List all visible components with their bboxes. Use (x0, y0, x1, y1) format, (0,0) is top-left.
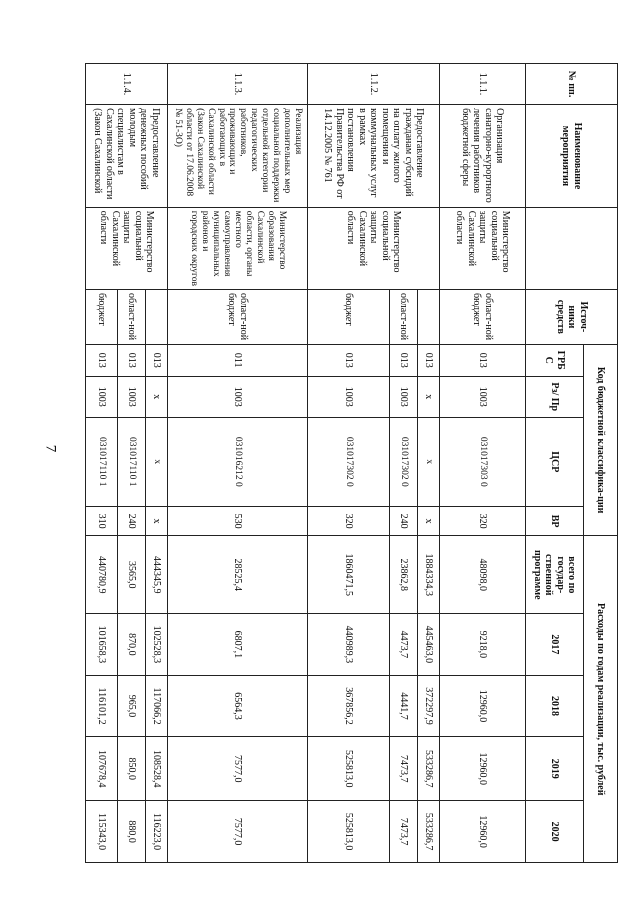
cell-vr: 240 (118, 506, 146, 536)
cell-2018: 6564,3 (168, 675, 308, 737)
row-source: област-ной бюджет (440, 289, 526, 344)
table-body (86, 64, 526, 863)
cell-2020: 116223,0 (146, 801, 168, 863)
cell-2019: 108528,4 (146, 737, 168, 801)
cell-vr: 240 (390, 506, 418, 536)
header-rzpr: Рз/ Пр (526, 376, 584, 417)
row-source: бюджет (308, 289, 390, 344)
cell-2018: 372297,9 (418, 675, 440, 737)
row-source: област-ной (118, 289, 146, 344)
cell-grbs: 013 (308, 344, 390, 376)
cell-2020: 115343,0 (86, 801, 118, 863)
cell-2018: 116101,2 (86, 675, 118, 737)
cell-grbs: 013 (418, 344, 440, 376)
cell-total: 1860471,5 (308, 536, 390, 614)
cell-2019: 12960,0 (440, 737, 526, 801)
rotated-table-container (85, 63, 618, 863)
cell-2018: 117066,2 (146, 675, 168, 737)
cell-csr: 031017302 0 (308, 417, 390, 506)
table-row (146, 64, 168, 863)
row-source (146, 289, 168, 344)
row-executor: Министерство социальной защиты Сахалинской области (86, 207, 168, 289)
row-name: Предоставление денежных пособий молодым специалистам в Сахалинской области (Закон Сахалинской (86, 105, 168, 208)
cell-vr: 530 (168, 506, 308, 536)
cell-total: 23862,8 (390, 536, 418, 614)
cell-2019: 525813,0 (308, 737, 390, 801)
row-num: 1.1.3. (168, 64, 308, 105)
row-executor: Министерство социальной защиты Сахалинской области (440, 207, 526, 289)
cell-grbs: 011 (168, 344, 308, 376)
header-2017: 2017 (526, 614, 584, 676)
cell-rzpr: 1003 (308, 376, 390, 417)
cell-2020: 7577,0 (168, 801, 308, 863)
row-num: 1.1.1. (440, 64, 526, 105)
cell-2017: 6807,1 (168, 614, 308, 676)
table-header (526, 64, 618, 863)
cell-vr: х (418, 506, 440, 536)
cell-vr: 310 (86, 506, 118, 536)
cell-2019: 107678,4 (86, 737, 118, 801)
cell-2020: 525813,0 (308, 801, 390, 863)
table-row (418, 64, 440, 863)
row-source (418, 289, 440, 344)
cell-csr: х (146, 417, 168, 506)
cell-rzpr: 1003 (168, 376, 308, 417)
cell-vr: х (146, 506, 168, 536)
row-name: Реализация дополнительных мер социальной поддержки отдельной категории педагогических работников, проживающих и работающих в Сахалинской области (Закон Сахалинской области от 17.06.2008 № 51-ЗО) (168, 105, 308, 208)
header-2018: 2018 (526, 675, 584, 737)
cell-total: 444345,9 (146, 536, 168, 614)
table-row (440, 64, 526, 863)
header-budget-class: Код бюджетной классифика-ции (584, 344, 618, 536)
header-source: Источ-ники средств (526, 289, 618, 344)
cell-2017: 440989,3 (308, 614, 390, 676)
page-number: 7 (42, 444, 59, 453)
cell-csr: 031017302 0 (390, 417, 418, 506)
cell-2017: 4473,7 (390, 614, 418, 676)
row-name: Предоставление гражданам субсидий на оплату жилого помещения и коммунальных услуг в рамках постановления Правительства РФ от 14.12.2005 № 761 (308, 105, 440, 208)
header-csr: ЦСР (526, 417, 584, 506)
header-grbs: ГРБ С (526, 344, 584, 376)
header-num: № пп. (526, 64, 618, 105)
cell-rzpr: х (418, 376, 440, 417)
cell-2017: 445463,0 (418, 614, 440, 676)
cell-2018: 4441,7 (390, 675, 418, 737)
row-num: 1.1.2. (308, 64, 440, 105)
table-row (168, 64, 308, 863)
cell-total: 3565,0 (118, 536, 146, 614)
cell-grbs: 013 (390, 344, 418, 376)
cell-vr: 320 (308, 506, 390, 536)
cell-2019: 850,0 (118, 737, 146, 801)
cell-csr: х (418, 417, 440, 506)
cell-grbs: 013 (146, 344, 168, 376)
header-total: всего по государ-ственной программе (526, 536, 584, 614)
row-source: област-ной бюджет (168, 289, 308, 344)
row-source: област-ной (390, 289, 418, 344)
cell-rzpr: 1003 (390, 376, 418, 417)
header-expenses: Расходы по годам реализации, тыс. рублей (584, 536, 618, 863)
cell-2018: 367856,2 (308, 675, 390, 737)
cell-csr: 031017110 1 (86, 417, 118, 506)
cell-2018: 12960,0 (440, 675, 526, 737)
cell-2017: 870,0 (118, 614, 146, 676)
cell-2018: 965,0 (118, 675, 146, 737)
cell-csr: 031017303 0 (440, 417, 526, 506)
cell-2017: 9218,0 (440, 614, 526, 676)
header-name: Наименование мероприятия (526, 105, 618, 208)
header-2020: 2020 (526, 801, 584, 863)
cell-csr: 031017110 1 (118, 417, 146, 506)
cell-rzpr: 1003 (86, 376, 118, 417)
cell-total: 48098,0 (440, 536, 526, 614)
header-executor (526, 207, 618, 289)
row-name: Организация санаторно-курортного лечения работников бюджетной сферы (440, 105, 526, 208)
row-executor: Министерство социальной защиты Сахалинской области (308, 207, 440, 289)
cell-2019: 7577,0 (168, 737, 308, 801)
cell-grbs: 013 (440, 344, 526, 376)
cell-2020: 880,0 (118, 801, 146, 863)
cell-rzpr: 1003 (440, 376, 526, 417)
cell-total: 1884334,3 (418, 536, 440, 614)
cell-2019: 7473,7 (390, 737, 418, 801)
header-2019: 2019 (526, 737, 584, 801)
header-vr: ВР (526, 506, 584, 536)
program-expenses-table (85, 63, 618, 863)
cell-2017: 102528,3 (146, 614, 168, 676)
cell-rzpr: х (146, 376, 168, 417)
cell-2017: 101658,3 (86, 614, 118, 676)
cell-2020: 7473,7 (390, 801, 418, 863)
row-num: 1.1.4. (86, 64, 168, 105)
cell-grbs: 013 (118, 344, 146, 376)
row-source: бюджет (86, 289, 118, 344)
cell-2020: 12960,0 (440, 801, 526, 863)
cell-2019: 533286,7 (418, 737, 440, 801)
row-executor: Министерство образования Сахалинской области, органы местного самоуправления муниципальных районов и городских округов (168, 207, 308, 289)
cell-rzpr: 1003 (118, 376, 146, 417)
cell-total: 440780,9 (86, 536, 118, 614)
cell-grbs: 013 (86, 344, 118, 376)
cell-total: 28525,4 (168, 536, 308, 614)
cell-vr: 320 (440, 506, 526, 536)
cell-csr: 031016212 0 (168, 417, 308, 506)
cell-2020: 533286,7 (418, 801, 440, 863)
